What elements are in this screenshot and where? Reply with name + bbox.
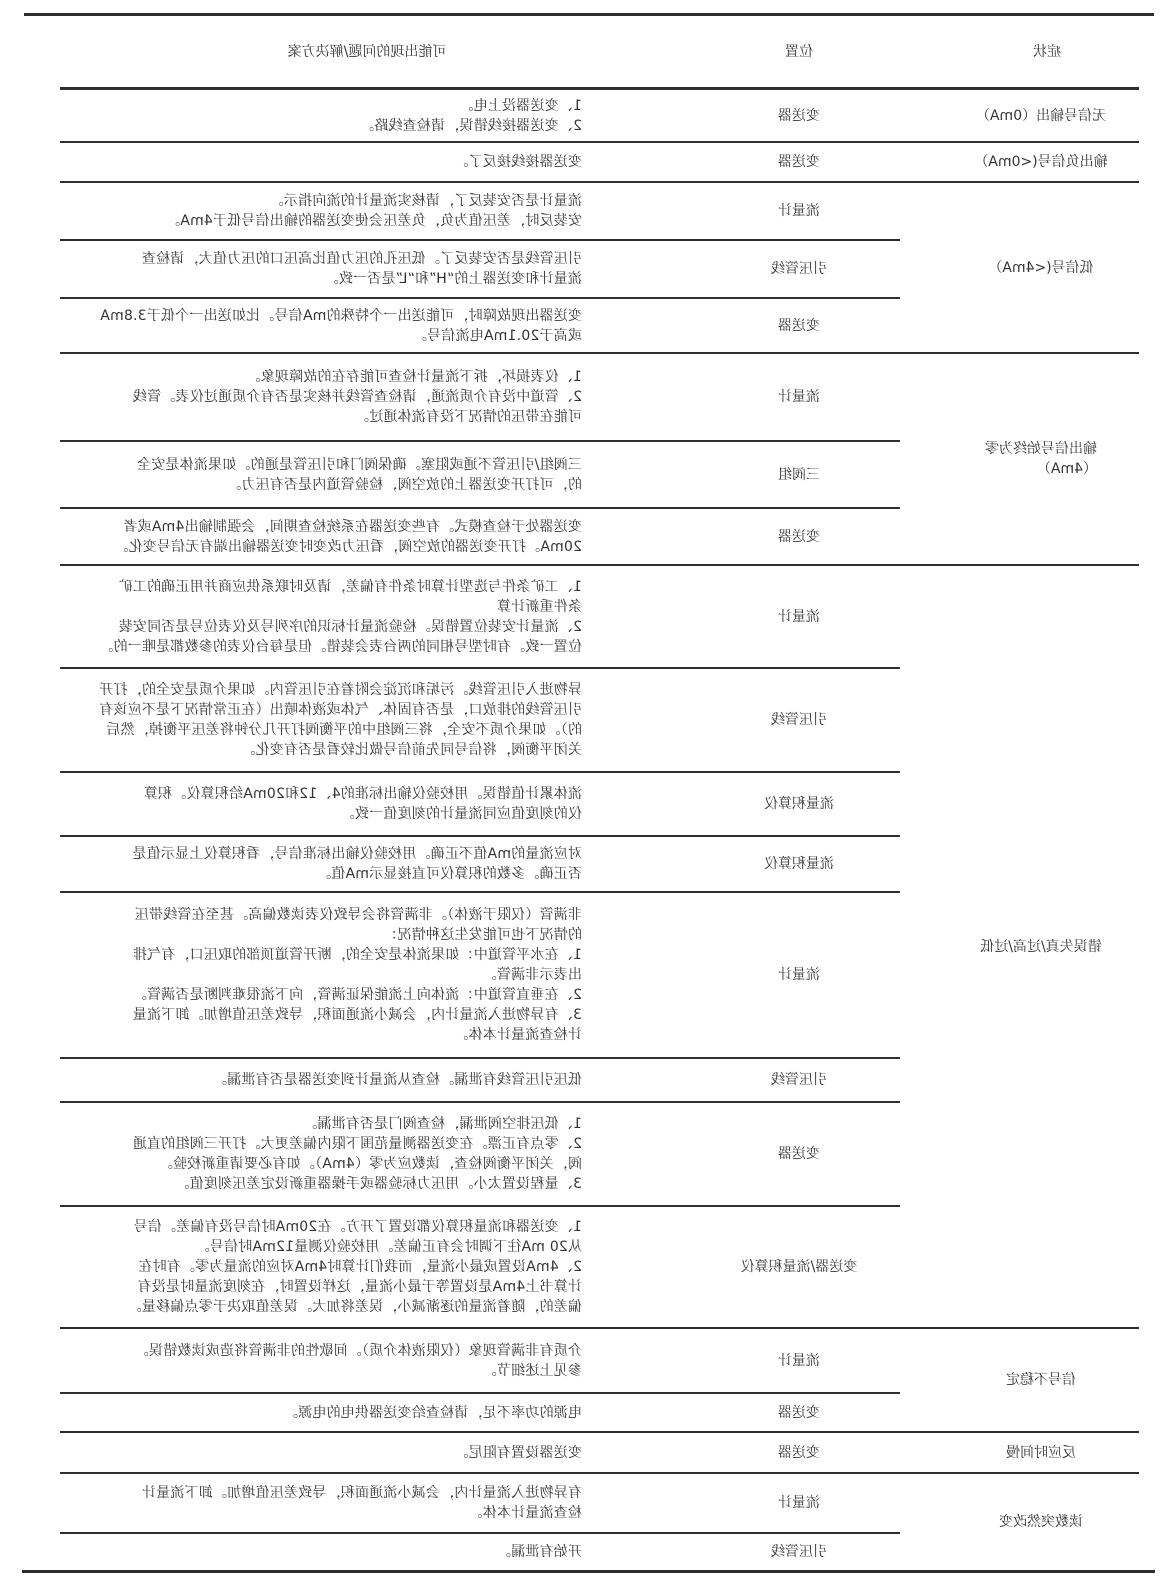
table-row (60, 1433, 900, 1472)
symptom-cell (900, 1329, 1139, 1431)
solution-cell: 电源的功率不足，请检查给变送器供电的电源。 (283, 1404, 582, 1421)
symptom-group (60, 141, 1139, 181)
group-rows (60, 90, 900, 141)
symptom-label: 反应时间慢 (1006, 1444, 1076, 1461)
table-row (60, 1532, 900, 1570)
symptom-label: 低信号(<4mA） (988, 259, 1094, 276)
solution-cell: 有异物进入流量计内，会减小流通面积，导致差压值增加。卸下流量计 检查流量计本体。 (141, 1485, 582, 1521)
location-cell: 流量计 (778, 1495, 820, 1511)
location-cell: 流量计 (778, 967, 820, 983)
solution-cell: 1、变送器没上电。 2、变送器接线错误，请检查线路。 (359, 97, 582, 134)
group-rows (60, 354, 900, 564)
solution-cell: 变送器接线接反了。 (454, 154, 582, 170)
table-row (60, 891, 900, 1057)
location-cell: 引压管线 (771, 1072, 827, 1088)
location-cell: 流量积算仪 (764, 856, 834, 872)
solution-cell: 三阀组/引压管不通或阻塞。确保阀门和引压管是通的。如果流体是安全 的，可打开变送器上的放空阀，检验管道内是否有压力。 (136, 456, 582, 493)
symptom-label: 输出信号始终为零 （4mA） (985, 441, 1097, 477)
location-cell: 变送器 (778, 1404, 820, 1421)
solution-cell: 对应流量的mA值不正确。用校验仪输出标准信号，看积算仪上显示值是 否正确。多数的积算仪可直接显示mA值。 (132, 846, 582, 882)
solution-cell: 流体累计值错误。用校验仪输出标准的4、12和20mA给积算仪。积算 仪的刻度值应同流量计的刻度值一致。 (143, 786, 582, 822)
location-cell: 变送器 (778, 1444, 820, 1461)
table-row (60, 354, 900, 440)
table-row (60, 1474, 900, 1532)
table-row (60, 1392, 900, 1431)
symptom-group (60, 1472, 1139, 1570)
table-body (60, 90, 1139, 1570)
table-row (60, 440, 900, 507)
solution-cell: 1、低压排空阀泄漏，检查阀门是否有泄漏。 2、零点有正漂。在变送器测量范围下限内偏差更大。打开三阀组的直通 阀，关闭平衡阀检查，读数应为零（4mA）。如有必要请重新校验。 3、量程设置太小。用压力标验器或手操器重新设定差压刻度值。 (132, 1116, 582, 1192)
table-row (60, 1205, 900, 1327)
table-row (60, 90, 900, 141)
location-cell: 三阀组 (778, 466, 820, 483)
solution-cell: 开始有泄漏。 (496, 1544, 582, 1560)
table-row (60, 1057, 900, 1101)
location-cell: 流量计 (778, 1352, 820, 1369)
header-solution: 可能出现的问题/解决方案 (287, 43, 447, 60)
table-row (60, 143, 900, 181)
table-row (60, 297, 900, 352)
location-cell: 引压管线 (771, 712, 827, 728)
header-location: 位置 (785, 43, 813, 60)
symptom-label: 无信号输出（0mA） (975, 107, 1107, 124)
solution-cell: 变送器处于检查模式。有些变送器在系统检查期间，会强制输出4mA或者 20mA。打开变送器的放空阀，看压力改变时变送器输出端有无信号变化。 (114, 518, 582, 555)
symptom-cell (900, 90, 1139, 141)
table-row (60, 183, 900, 239)
location-cell: 流量计 (778, 203, 820, 219)
symptom-cell (900, 1433, 1139, 1472)
table-row (60, 835, 900, 891)
table-row (60, 1329, 900, 1392)
group-rows (60, 143, 900, 181)
symptom-group (60, 1431, 1139, 1472)
symptom-label: 错误失真/过高/过低 (980, 938, 1102, 955)
solution-cell: 流量计是否安装反了，请核实流量计的流向指示。 安装反时，差压值为负，负差压会使变送器的输出信号低于4mA。 (165, 193, 582, 229)
location-cell: 变送器 (778, 154, 820, 170)
group-rows (60, 1474, 900, 1570)
symptom-group (60, 1327, 1139, 1431)
solution-cell: 变送器设置有阻尼。 (454, 1444, 582, 1461)
solution-cell: 异物进入引压管线。污垢和沉淀会附着在引压管内。如果介质是安全的，打开 引压管线的排放口，是否有固体、气体或液体喷出（在正常情况下是不应该有 的）。如果介质不安全，将三阀组中的平衡阀打开几分钟将差压平衡掉，然后 关闭平衡阀，将信号同先前信号做比较看是否有变化。 (99, 682, 582, 758)
solution-cell: 非满管（仅限于液体）。非满管将会导致仪表读数偏高。甚至在管线带压 的情况下也可能发生这种情况： 1、在水平管道中：如果流体是安全的，断开管道顶部的取压口，有气排 出表示非满管。 2、在垂直管道中：流体向上流能保证满管，向下流很难判断是否满管。 3、有异物进入流量计内，会减小流通面积，导致差压值增加。卸下流量 计检查流量计本体。 (132, 907, 582, 1043)
bottom-rule (22, 1570, 1155, 1573)
table-row (60, 239, 900, 297)
location-cell: 流量计 (778, 608, 820, 625)
solution-cell: 低压引压管线有泄漏。检查从流量计到变送器是否有泄漏。 (212, 1072, 582, 1088)
location-cell: 引压管线 (771, 261, 827, 277)
location-cell: 变送器 (778, 317, 820, 334)
symptom-cell (900, 143, 1139, 181)
group-rows (60, 1433, 900, 1472)
location-cell: 流量计 (778, 389, 820, 405)
symptom-group (60, 564, 1139, 1327)
symptom-cell (900, 354, 1139, 564)
symptom-group (60, 352, 1139, 564)
group-rows (60, 566, 900, 1327)
location-cell: 变送器 (778, 1146, 820, 1162)
symptom-group (60, 90, 1139, 141)
symptom-label: 信号不稳定 (1006, 1372, 1076, 1388)
symptom-cell (900, 1474, 1139, 1570)
symptom-cell (900, 566, 1139, 1327)
solution-cell: 1、工矿条件与选型计算时条件有偏差，请及时联系供应商并用正确的工矿 条件重新计算 2、流量计安装位置错误。检验流量计标识的序列号及仪表位号是否同安装 位置一致。有时型号相同的两台表会装错。但是每台仪表的参数都是唯一的。 (99, 578, 582, 655)
solution-cell: 变送器出现故障时，可能送出一个特殊的mA信号。比如送出一个低于3.8mA 或高于20.1mA电流信号。 (100, 307, 582, 344)
table-row (60, 566, 900, 667)
group-rows (60, 183, 900, 352)
table-header (60, 16, 1139, 87)
location-cell: 变送器 (778, 528, 820, 545)
location-cell: 变送器 (778, 107, 820, 124)
location-cell: 变送器/流量积算仪 (740, 1259, 858, 1275)
symptom-group (60, 181, 1139, 352)
group-rows (60, 1329, 900, 1431)
solution-cell: 引压管线是否安装反了。低压孔的压力值比高压口的压力值大，请检查 流量计和变送器上的“H”和“L”是否一致。 (141, 251, 582, 287)
table-row (60, 771, 900, 835)
table-row (60, 667, 900, 771)
symptom-label: 输出负信号(<0mA） (974, 154, 1108, 170)
table-row (60, 507, 900, 564)
symptom-cell (900, 183, 1139, 352)
solution-cell: 1、仪表损坏，拆下流量计检查可能存在的故障现象。 2、管道中没有介质流通，请检查管线并核实是否有介质通过仪表。管线 可能在带压的情况下没有流体通过。 (132, 369, 582, 425)
solution-cell: 介质有非满管现象（仅限液体介质）。间歇性的非满管将造成读数错误。 参见上述细节。 (134, 1342, 582, 1379)
header-symptom: 症状 (1033, 43, 1061, 60)
location-cell: 引压管线 (771, 1544, 827, 1560)
location-cell: 流量积算仪 (764, 796, 834, 812)
table-row (60, 1101, 900, 1205)
symptom-label: 读数突然改变 (999, 1514, 1083, 1530)
solution-cell: 1、变送器和流量积算仪都设置了开方。在20mA时信号没有偏差。信号 从20 mA往下调时会有正偏差。用校验仪测量12mA时信号。 2、4mA设置成最小流量，而我们计算时4mA对应的流量为零。有时在 计算书上4mA是设置等于最小流量，这样设置时，在刻度流量时是没有 偏差的，随着流量的逐渐减小，误差将加大。误差值取决于零点偏移量。 (127, 1219, 582, 1315)
